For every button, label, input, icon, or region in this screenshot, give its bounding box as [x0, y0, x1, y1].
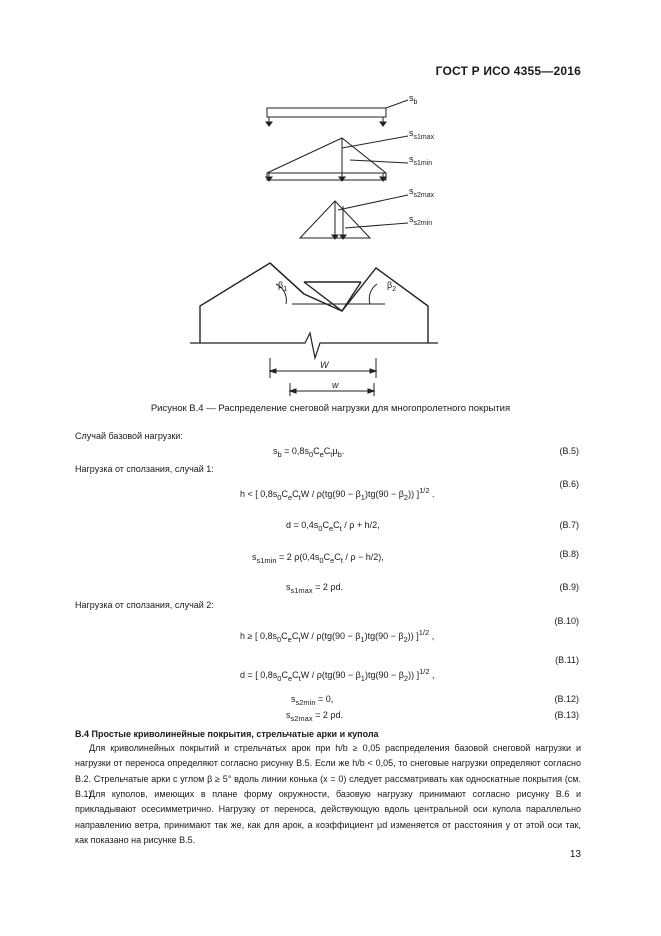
- formula-b8: $s_{s1min} = 2$ $\rho(0,4s_0C_eC_t / \rho - h/2)$,: [252, 552, 384, 565]
- case-base-label: Случай базовой нагрузки:: [75, 431, 183, 441]
- formula-b9: $s_{s1max} = 2$ ρd.: [286, 582, 343, 595]
- label-s1max: $s_{s1max}$: [409, 128, 435, 141]
- s1-load-shape: [267, 138, 386, 180]
- page-number: 13: [569, 849, 581, 860]
- formula-b10: h ≥ [ $0,8s_0C_eC_tW / \rho(tg(90 - \beta_1)tg(90 - \beta_2))$ ]$^{1/2}$ ,: [240, 628, 435, 644]
- document-code: ГОСТ Р ИСО 4355—2016: [435, 64, 581, 78]
- formula-b6: h < [ $0,8s_0C_eC_tW / \rho(tg(90 - \beta_1)tg(90 - \beta_2))$ ]$^{1/2}$ .: [240, 486, 435, 502]
- label-s2max: $s_{s2max}$: [409, 186, 435, 199]
- paragraph-1: Для криволинейных покрытий и стрельчатых арок при h/b ≥ 0,05 распределения базовой снеговой нагрузки и нагрузки от переноса определяют согласно рисунку В.5. Если же h/b < 0,05, то снеговые нагрузки определяют согласно В.2. Стрельчатые арки с углом β ≥ 5° вдоль линии конька (x = 0) следует рассматривать как односкатные покрытия (см. В.1).: [75, 743, 581, 800]
- label-w: w: [332, 380, 339, 390]
- formula-b11: d = [ $0,8s_0C_eC_tW / \rho(tg(90 - \beta_1)tg(90 - \beta_2))$ ]$^{1/2}$ ,: [240, 667, 435, 683]
- eq-num-b12: (В.12): [554, 694, 579, 704]
- eq-num-b9: (В.9): [559, 582, 579, 592]
- label-sb: $s_b$: [409, 93, 418, 106]
- sb-load-rect: [267, 108, 386, 117]
- label-s1min: $s_{s1min}$: [409, 154, 433, 167]
- label-s2min: $s_{s2min}$: [409, 214, 433, 227]
- label-beta1: $\beta_1$: [278, 280, 288, 293]
- figure-caption: Рисунок В.4 — Распределение снеговой нагрузки для многопролетного покрытия: [150, 403, 511, 414]
- eq-num-b5: (В.5): [559, 446, 579, 456]
- eq-num-b13: (В.13): [554, 710, 579, 720]
- label-beta2: $\beta_2$: [387, 280, 397, 293]
- formula-b5: $s_b = 0,8s_0C_eC_t\mu_b$.: [273, 446, 345, 459]
- formula-b12: $s_{s2min} = 0$,: [291, 694, 334, 707]
- eq-num-b7: (В.7): [559, 520, 579, 530]
- section-title: В.4 Простые криволинейные покрытия, стрельчатые арки и купола: [75, 729, 379, 739]
- case-slide1-label: Нагрузка от сползания, случай 1:: [75, 464, 214, 474]
- paragraph-2: Для куполов, имеющих в плане форму окружности, базовую нагрузку принимают согласно рисунку В.6 и прикладывают осесимметрично. Нагрузку от переноса, действующую вдоль центральной оси купола параллельно направлению ветра, принимают так же, как для арок, а коэффициент μd изменяется от расстояния y от этой оси так, как показано на рисунке В.5.: [75, 789, 581, 846]
- building-outline: [200, 263, 428, 343]
- eq-num-b10: (В.10): [554, 616, 579, 626]
- eq-num-b8: (В.8): [559, 549, 579, 559]
- eq-num-b6: (В.6): [559, 479, 579, 489]
- label-W: W: [320, 360, 329, 370]
- formula-b13: $s_{s2max} = 2$ ρd.: [286, 710, 343, 723]
- snow-load-figure: [180, 88, 460, 398]
- formula-b7: $d = 0,4s_0C_eC_t / \rho + h/2$,: [286, 520, 380, 533]
- case-slide2-label: Нагрузка от сползания, случай 2:: [75, 600, 214, 610]
- eq-num-b11: (В.11): [555, 655, 579, 665]
